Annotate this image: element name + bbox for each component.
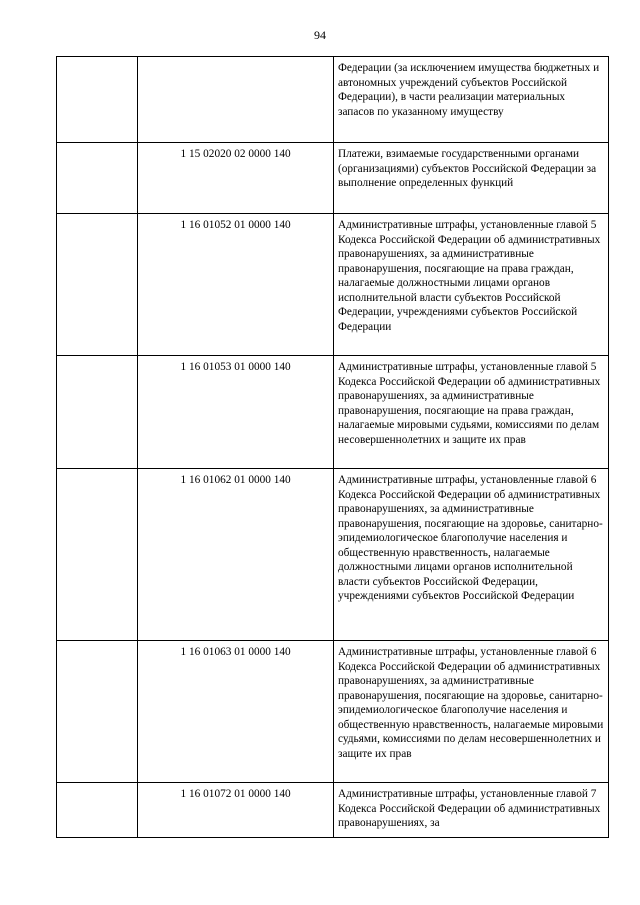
description-cell: Платежи, взимаемые государственными органами (организациями) субъектов Российской Федерации за выполнение определенных функций [333, 143, 608, 214]
admin-cell [57, 641, 138, 783]
code-cell: 1 16 01072 01 0000 140 [138, 783, 334, 838]
table-row [57, 356, 609, 469]
description-cell: Административные штрафы, установленные главой 5 Кодекса Российской Федерации об административных правонарушениях, за административные правонарушения, посягающие на права граждан, налагаемые должностными лицами органов исполнительной власти субъектов Российской Федерации, учреждениями субъектов Российской Федерации [333, 214, 608, 356]
code-cell [138, 57, 334, 143]
description-cell: Федерации (за исключением имущества бюджетных и автономных учреждений субъектов Российской Федерации), в части реализации материальных запасов по указанному имуществу [333, 57, 608, 143]
table-row [57, 214, 609, 356]
admin-cell [57, 356, 138, 469]
code-cell: 1 16 01063 01 0000 140 [138, 641, 334, 783]
code-cell: 1 16 01053 01 0000 140 [138, 356, 334, 469]
code-cell: 1 15 02020 02 0000 140 [138, 143, 334, 214]
description-cell: Административные штрафы, установленные главой 6 Кодекса Российской Федерации об административных правонарушениях, за административные правонарушения, посягающие на здоровье, санитарно-эпидемиологическое благополучие населения и общественную нравственность, налагаемые должностными лицами органов исполнительной власти субъектов Российской Федерации, учреждениями субъектов Российской Федерации [333, 469, 608, 641]
description-cell: Административные штрафы, установленные главой 5 Кодекса Российской Федерации об административных правонарушениях, за административные правонарушения, посягающие на права граждан, налагаемые мировыми судьями, комиссиями по делам несовершеннолетних и защите их прав [333, 356, 608, 469]
table-row [57, 783, 609, 838]
admin-cell [57, 469, 138, 641]
admin-cell [57, 783, 138, 838]
budget-codes-table [56, 56, 609, 838]
table-row [57, 143, 609, 214]
admin-cell [57, 57, 138, 143]
table-row [57, 57, 609, 143]
code-cell: 1 16 01062 01 0000 140 [138, 469, 334, 641]
page-number: 94 [314, 28, 326, 42]
description-cell: Административные штрафы, установленные главой 7 Кодекса Российской Федерации об административных правонарушениях, за [333, 783, 608, 838]
description-cell: Административные штрафы, установленные главой 6 Кодекса Российской Федерации об административных правонарушениях, за административные правонарушения, посягающие на здоровье, санитарно-эпидемиологическое благополучие населения и общественную нравственность, налагаемые мировыми судьями, комиссиями по делам несовершеннолетних и защите их прав [333, 641, 608, 783]
admin-cell [57, 143, 138, 214]
table-row [57, 469, 609, 641]
admin-cell [57, 214, 138, 356]
code-cell: 1 16 01052 01 0000 140 [138, 214, 334, 356]
table-row [57, 641, 609, 783]
